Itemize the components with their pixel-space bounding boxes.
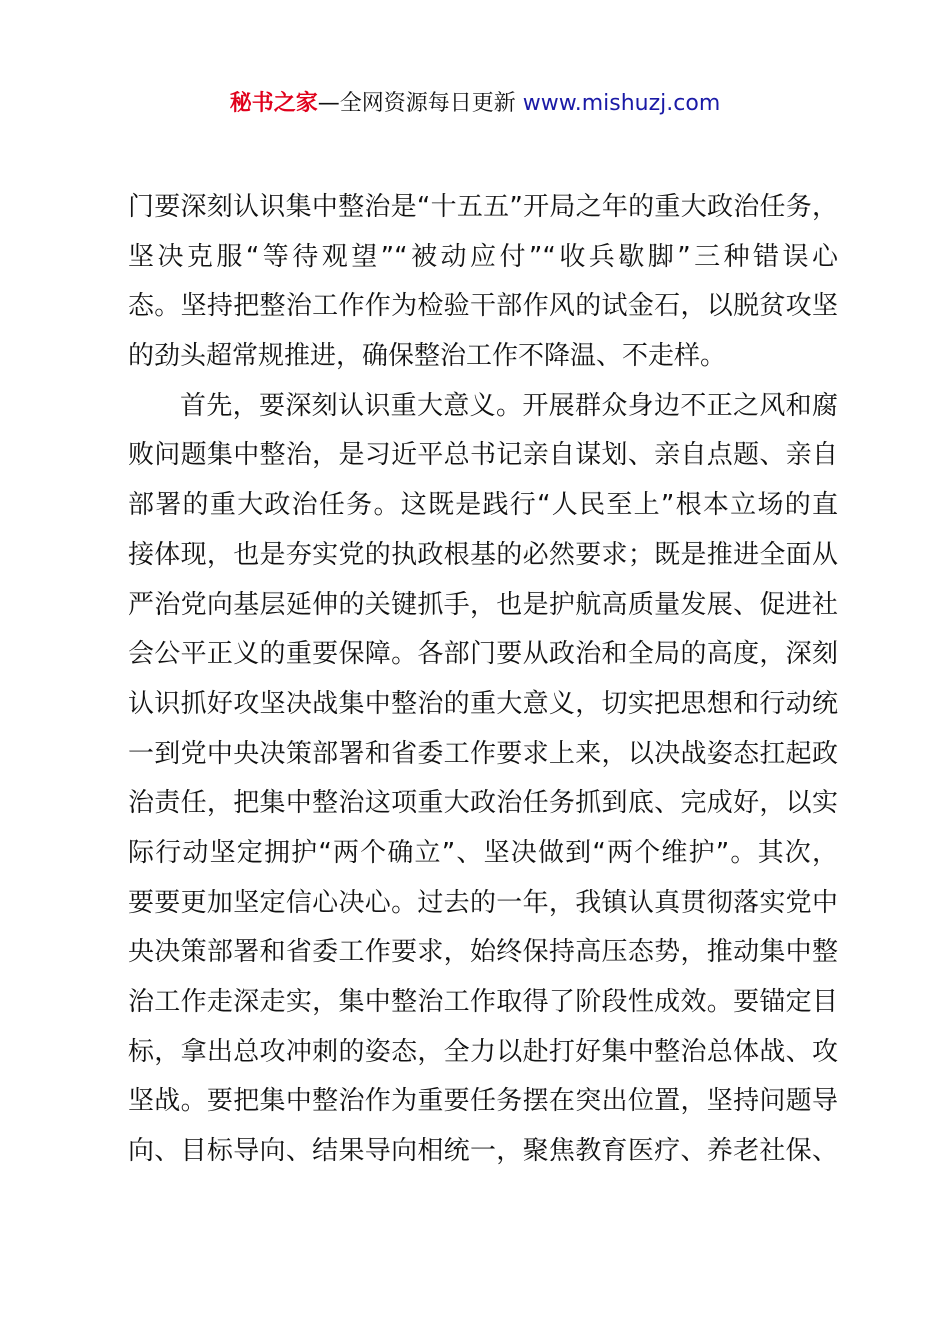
text-line: 治责任，把集中整治这项重大政治任务抓到底、完成好，以实 xyxy=(128,788,838,819)
text-line: 会公平正义的重要保障。各部门要从政治和全局的高度，深刻 xyxy=(128,639,838,670)
text-line: 际行动坚定拥护“两个确立”、坚决做到“两个维护”。其次， xyxy=(128,837,838,868)
document-body xyxy=(128,183,838,1177)
text-line: 严治党向基层延伸的关键抓手，也是护航高质量发展、促进社 xyxy=(128,589,838,620)
text-line: 标，拿出总攻冲刺的姿态，全力以赴打好集中整治总体战、攻 xyxy=(128,1036,838,1067)
text-line: 央决策部署和省委工作要求，始终保持高压态势，推动集中整 xyxy=(128,937,838,968)
text-line: 一到党中央决策部署和省委工作要求上来，以决战姿态扛起政 xyxy=(128,738,838,769)
text-line: 要要更加坚定信心决心。过去的一年，我镇认真贯彻落实党中 xyxy=(128,887,838,918)
text-line: 的劲头超常规推进，确保整治工作不降温、不走样。 xyxy=(128,341,727,372)
text-line: 坚战。要把集中整治作为重要任务摆在突出位置，坚持问题导 xyxy=(128,1086,838,1117)
header-tagline: —全网资源每日更新 xyxy=(317,91,523,116)
brand-name: 秘书之家 xyxy=(229,91,318,116)
page-header xyxy=(0,88,950,120)
text-line: 认识抓好攻坚决战集中整治的重大意义，切实把思想和行动统 xyxy=(128,688,838,719)
text-line: 坚决克服“等待观望”“被动应付”“收兵歇脚”三种错误心 xyxy=(128,241,838,272)
text-line: 接体现，也是夯实党的执政根基的必然要求；既是推进全面从 xyxy=(128,539,838,570)
text-line: 治工作走深走实，集中整治工作取得了阶段性成效。要锚定目 xyxy=(128,987,838,1017)
text-line: 部署的重大政治任务。这既是践行“人民至上”根本立场的直 xyxy=(128,490,838,521)
text-line: 门要深刻认识集中整治是“十五五”开局之年的重大政治任务， xyxy=(128,192,838,222)
text-line: 向、目标导向、结果导向相统一，聚焦教育医疗、养老社保、 xyxy=(128,1136,838,1167)
site-url-link[interactable]: www.mishuzj.com xyxy=(522,91,721,116)
paragraph-first-line: 首先，要深刻认识重大意义。开展群众身边不正之风和腐 xyxy=(180,390,838,421)
text-line: 败问题集中整治，是习近平总书记亲自谋划、亲自点题、亲自 xyxy=(128,440,838,471)
text-line: 态。坚持把整治工作作为检验干部作风的试金石，以脱贫攻坚 xyxy=(128,291,838,322)
